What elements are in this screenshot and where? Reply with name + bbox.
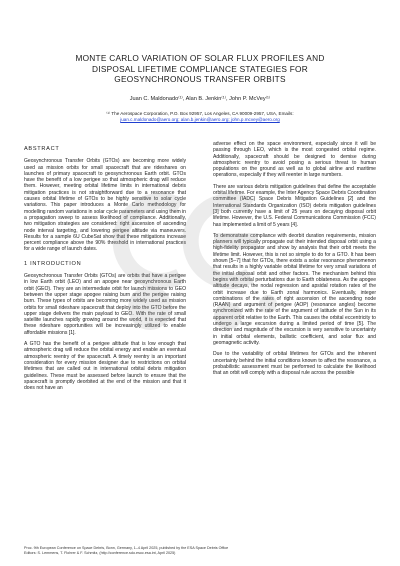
abstract-text: Geosynchronous Transfer Orbits (GTOs) are becoming more widely used as mission orbits for small spacecraft that are rideshares on launches of primary spacecraft to geosynchronous Earth orbit. GTOs have the benefit of a low perigee so that atmospheric drag will reduce them. However, meeting orbital lifetime limits in international debris mitigation practices is not straightforward due to a resonance that causes orbital lifetime of GTOs to be highly sensitive to solar cycle variations. This paper introduces a Monte Carlo methodology for modelling random variations in solar cycle parameters and using them in a propagation sweep to assess likelihood of compliance. Additionally, two mitigation strategies are considered: right ascension of ascending node interval targeting, and lowering perigee altitude via maneuvers. Results for a sample 6U CubeSat show that these mitigations increase percent compliance above the 90% threshold in international practices for a wide range of launch dates. [24,158,186,253]
paper-title [40,53,360,85]
introduction-heading: 1 INTRODUCTION [24,260,82,267]
introduction-paragraph-2: A GTO has the benefit of a perigee altitude that is low enough that atmospheric drag will reduce the orbital energy and enable an eventual atmospheric reentry of the spacecraft. A timely reentry is an important consideration for every mission designer due to restrictions on orbital lifetimes that are called out in international orbital debris mitigation guidelines. These must be assessed before launch to ensure that the spacecraft is promptly deorbited at the end of the mission and that it does not have an [24,341,186,392]
right-column [213,141,376,381]
affiliation [30,111,370,123]
abstract-heading: ABSTRACT [24,146,60,152]
affiliation-text: ⁽¹⁾ The Aerospace Corporation, P.O. Box 92957, Los Angeles, CA 90009-2957, USA, Emails: [106,111,294,116]
introduction-paragraph-1: Geosynchronous Transfer Orbits (GTOs) are orbits that have a perigee in low Earth orbit (LEO) and an apogee near geosynchronous Earth orbit (GEO). They are an intermediate orbit for launch missions to GEO between the upper stage apogee raising burn and the perigee raising burn. These types of orbits are becoming more widely used as mission orbits for small rideshare spacecraft that deploy into the GTO before the upper stage delivers the main payload to GEO. With the rate of small satellite launches rapidly growing around the world, it is expected that these rideshare opportunities will be increasingly utilized to enable affordable missions [1]. [24,273,186,336]
author-list: Juan C. Maldonado⁽¹⁾, Alan B. Jenkin⁽¹⁾, John P. McVey⁽¹⁾ [129,96,271,102]
footer-line-1: Proc. 9th European Conference on Space Debris, Bonn, Germany, 1–4 April 2025, published by the ESA Space Debris Office [24,546,229,550]
body-paragraph-3: To demonstrate compliance with deorbit duration requirements, mission planners will typically propagate out their intended disposal orbit using a high-fidelity propagator and show by analysis that their orbit meets the lifetime limit. However, this is not so simple to do for a GTO. It has been shown [5–7] that for GTOs, there exists a solar resonance phenomenon that results in a highly variable orbital lifetime for very small variations of the initial disposal orbit and other factors. The mechanism behind this begins with orbital perturbations due to Earth oblateness. As the apogee altitude decays, the nodal regression and apsidal rotation rates of the orbit increase due to Earth zonal harmonics. Eventually, integer combinations of the rates of right ascension of the ascending node (RAAN) and argument of perigee (AOP) (resonance angles) become synchronized with the rate of the argument of latitude of the Sun in its apparent orbit relative to the Earth. This causes the orbital eccentricity to undergo a large excursion during a limited period of time [5]. The direction and magnitude of the excursion is very sensitive to uncertainty in initial orbital elements, ballistic coefficient, and solar flux and geomagnetic activity. [213,232,376,346]
left-column [24,146,186,396]
title-line-1: MONTE CARLO VARIATION OF SOLAR FLUX PROFILES AND [75,53,325,63]
author-emails[interactable]: juan.c.maldonado@aero.org; alan.b.jenkin@aero.org; john.p.mcvey@aero.org [120,117,280,123]
title-line-3: GEOSYNCHRONOUS TRANSFER ORBITS [114,74,286,84]
title-line-2: DISPOSAL LIFETIME COMPLIANCE STATEGIES FOR [92,63,308,74]
footer-line-2: Editors: S. Lemmens, T. Flohrer & F. Schmitz, (http://conference.sdo.esoc.esa.int, April 2025) [24,551,176,555]
body-paragraph-4: Due to the variability of orbital lifetimes for GTOs and the inherent uncertainty behind the initial conditions known to affect the resonance, a probabilistic assessment must be performed to calculate the likelihood that an orbit will comply with a disposal rule across the possible [213,351,376,377]
body-paragraph-2: There are various debris mitigation guidelines that define the acceptable orbital lifetime. For example, the Inter Agency Space Debris Coordination committee (IADC) Space Debris Mitigation Guidelines [2] and the International Standards Organization (ISO) debris mitigation guidelines [3] both currently have a limit of 25 years on decaying disposal orbit lifetime. However, the U.S. Federal Communications Commission (FCC) has implemented a limit of 5 years [4]. [213,183,376,228]
proceedings-footer [24,546,376,556]
body-paragraph-1: adverse effect on the space environment, especially since it will be passing through LEO, which is the most congested orbital regime. Additionally, spacecraft should be designed to demise during atmospheric reentry to avoid posing a serious threat to human populations on the ground as well as to global airline and maritime operations, especially if they will reenter in large numbers. [213,141,376,179]
